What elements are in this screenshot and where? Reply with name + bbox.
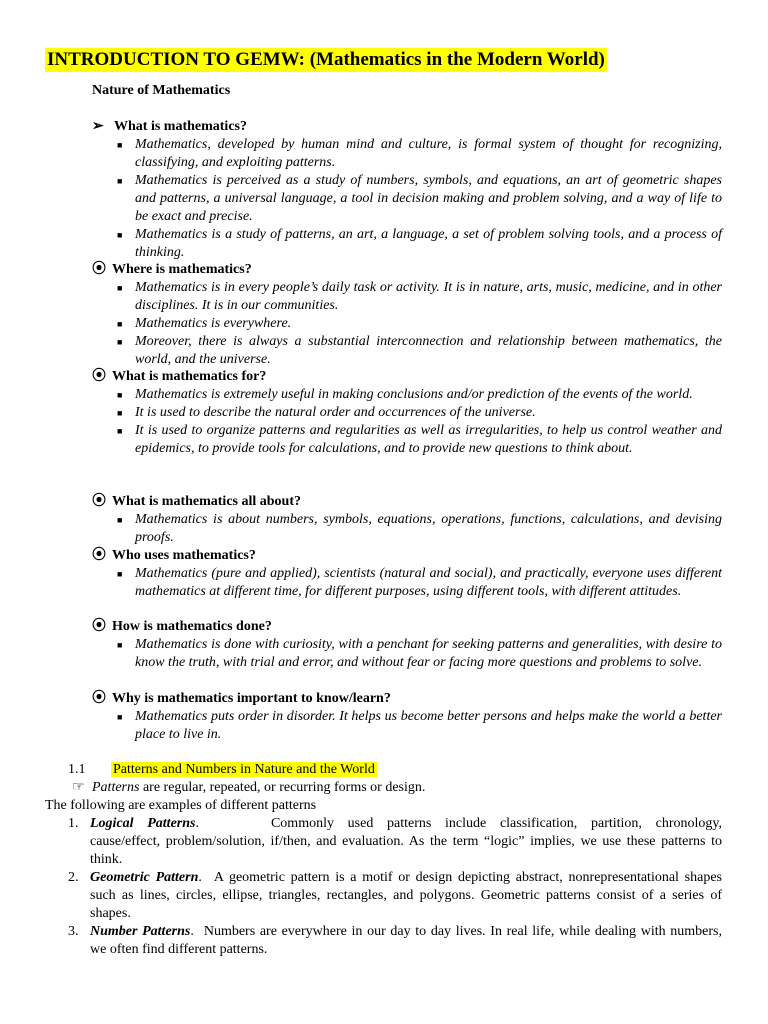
question-text: Where is mathematics? (112, 262, 252, 277)
pattern-term: Number Patterns (90, 924, 191, 939)
question-block (92, 118, 722, 262)
question-block (92, 690, 722, 744)
square-bullet-icon: ■ (117, 569, 123, 579)
arrow-bullet-icon: ➢ (92, 119, 104, 134)
question-heading (92, 690, 722, 708)
question-text: What is mathematics for? (112, 369, 267, 384)
answer-list (92, 136, 722, 262)
pattern-types-list (68, 815, 722, 959)
answer-item: ■ Mathematics is everywhere. (117, 316, 292, 331)
square-bullet-icon: ■ (117, 712, 123, 722)
question-block (92, 618, 722, 672)
pattern-type-item: 1. Logical Patterns. Commonly used patterns include classification, partition, chronology, cause/effect, problem/solution, if/then, and evaluation. As the term “logic” implies, we use these patterns to think. (68, 816, 722, 867)
answer-item: ■ It is used to describe the natural order and occurrences of the universe. (117, 405, 536, 420)
question-heading (92, 368, 722, 386)
section-title: Patterns and Numbers in Nature and the World (113, 762, 375, 777)
answer-list (92, 386, 722, 458)
answer-item: ■ Mathematics is perceived as a study of numbers, symbols, and equations, an art of geometric shapes and patterns, a universal language, a tool in decision making and problem solving, and a way of life to be exact and precise. (117, 173, 722, 224)
answer-list (92, 636, 722, 672)
square-bullet-icon: ■ (117, 230, 123, 240)
question-heading (92, 493, 722, 511)
section-heading (68, 761, 377, 779)
answer-item: ■ It is used to organize patterns and regularities as well as irregularities, to help us control weather and epidemics, to provide tools for calculations, and to provide new questions to think about. (117, 423, 722, 456)
pattern-term: Geometric Pattern (90, 870, 199, 885)
question-block (92, 547, 722, 601)
square-bullet-icon: ■ (117, 140, 123, 150)
question-text: How is mathematics done? (112, 619, 272, 634)
section-number: 1.1 (68, 762, 86, 777)
answer-item: ■ Mathematics is a study of patterns, an art, a language, a set of problem solving tools, and a process of thinking. (117, 227, 722, 260)
pattern-description: Commonly used patterns include classification, partition, chronology, cause/effect, problem/solution, if/then, and evaluation. As the term “logic” implies, we use these patterns to think. (90, 816, 722, 867)
square-bullet-icon: ■ (117, 337, 123, 347)
question-text: Why is mathematics important to know/learn? (112, 691, 391, 706)
pattern-type-item: 3. Number Patterns. Numbers are everywhere in our day to day lives. In real life, while dealing with numbers, we often find different patterns. (68, 924, 722, 957)
document-title: INTRODUCTION TO GEMW: (Mathematics in the Modern World) (47, 49, 605, 70)
question-block (92, 261, 722, 369)
pattern-description: Numbers are everywhere in our day to day lives. In real life, while dealing with numbers, we often find different patterns. (90, 924, 722, 957)
square-bullet-icon: ■ (117, 426, 123, 436)
square-bullet-icon: ■ (117, 408, 123, 418)
question-text: Who uses mathematics? (112, 548, 256, 563)
answer-item: ■ Mathematics is in every people’s daily task or activity. It is in nature, arts, music, medicine, and in other disciplines. It is in our communities. (117, 280, 722, 313)
circled-dot-icon: ⦿ (92, 494, 106, 509)
circled-dot-icon: ⦿ (92, 619, 106, 634)
patterns-definition (72, 779, 425, 797)
question-heading (92, 261, 722, 279)
item-number: 1. (68, 816, 79, 831)
answer-item: ■ Moreover, there is always a substantial interconnection and relationship between mathematics, the world, and the universe. (117, 334, 722, 367)
square-bullet-icon: ■ (117, 515, 123, 525)
answer-item: ■ Mathematics is extremely useful in making conclusions and/or prediction of the events of the world. (117, 387, 693, 402)
patterns-term: Patterns (92, 780, 140, 795)
circled-dot-icon: ⦿ (92, 262, 106, 277)
answer-list (92, 279, 722, 369)
square-bullet-icon: ■ (117, 640, 123, 650)
patterns-definition-text: are regular, repeated, or recurring forms or design. (139, 780, 426, 795)
pointing-hand-icon: ☞ (72, 780, 85, 795)
circled-dot-icon: ⦿ (92, 691, 106, 706)
pattern-description: A geometric pattern is a motif or design depicting abstract, nonrepresentational shapes such as lines, circles, ellipse, triangles, rectangles, and polygons. Geometric patterns consist of a series of shapes. (90, 870, 722, 921)
square-bullet-icon: ■ (117, 283, 123, 293)
question-heading (92, 547, 722, 565)
answer-item: ■ Mathematics puts order in disorder. It helps us become better persons and helps make the world a better place to live in. (117, 709, 722, 742)
question-text: What is mathematics? (114, 119, 247, 134)
square-bullet-icon: ■ (117, 176, 123, 186)
answer-item: ■ Mathematics (pure and applied), scientists (natural and social), and practically, everyone uses different mathematics at different time, for different purposes, using different tools, with different attitudes. (117, 566, 722, 599)
answer-list (92, 565, 722, 601)
item-number: 3. (68, 924, 79, 939)
answer-item: ■ Mathematics is done with curiosity, with a penchant for seeking patterns and generalities, with desire to know the truth, with trial and error, and without fear or facing more questions and problems to solve. (117, 637, 722, 670)
question-block (92, 493, 722, 547)
answer-item: ■ Mathematics is about numbers, symbols, equations, operations, functions, calculations, and devising proofs. (117, 512, 722, 545)
answer-list (92, 511, 722, 547)
section-subtitle: Nature of Mathematics (92, 83, 231, 98)
square-bullet-icon: ■ (117, 390, 123, 400)
pattern-term: Logical Patterns (90, 816, 196, 831)
answer-item: ■ Mathematics, developed by human mind and culture, is formal system of thought for recognizing, classifying, and exploiting patterns. (117, 137, 722, 170)
question-block (92, 368, 722, 458)
pattern-type-item: 2. Geometric Pattern. A geometric pattern is a motif or design depicting abstract, nonrepresentational shapes such as lines, circles, ellipse, triangles, rectangles, and polygons. Geometric patterns consist of a series of shapes. (68, 870, 722, 921)
question-text: What is mathematics all about? (112, 494, 301, 509)
examples-intro: The following are examples of different patterns (45, 798, 317, 813)
square-bullet-icon: ■ (117, 319, 123, 329)
circled-dot-icon: ⦿ (92, 548, 106, 563)
question-heading (92, 618, 722, 636)
question-heading (92, 118, 722, 136)
item-number: 2. (68, 870, 79, 885)
circled-dot-icon: ⦿ (92, 369, 106, 384)
answer-list (92, 708, 722, 744)
